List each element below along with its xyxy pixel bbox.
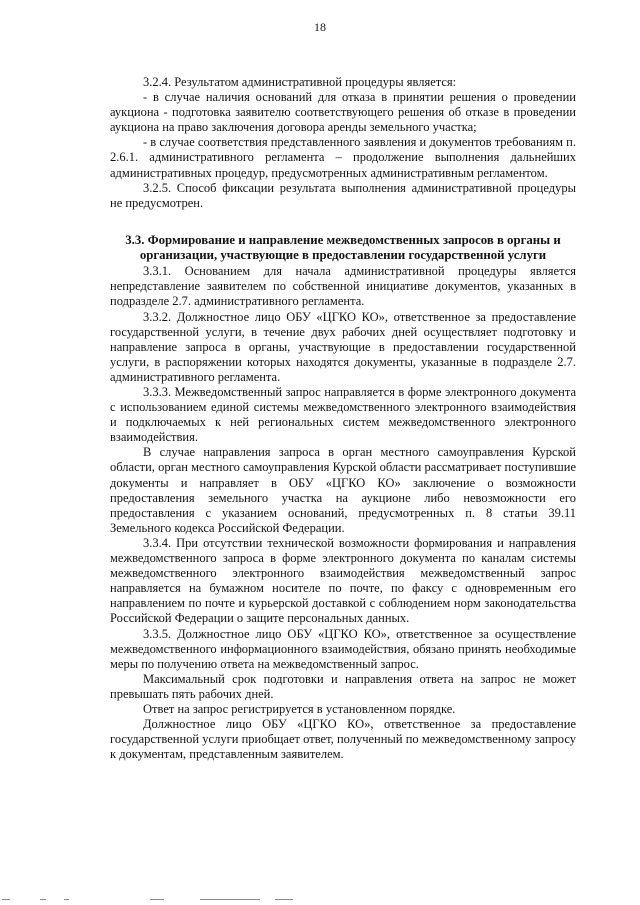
scan-artifact-mark [200, 899, 260, 900]
paragraph-3-3-1: 3.3.1. Основанием для начала административной процедуры является непредставление заявителем по собственной инициативе документов, указанных в подразделе 2.7. административного регламента. [110, 264, 576, 309]
section-heading-3-3: 3.3. Формирование и направление межведомственных запросов в органы и организации, участвующие в предоставлении государственной услуги [125, 232, 561, 263]
paragraph-3-3-5: 3.3.5. Должностное лицо ОБУ «ЦГКО КО», ответственное за осуществление межведомственного информационного взаимодействия, обязано принять необходимые меры по получению ответа на межведомственный запрос. [110, 626, 576, 671]
paragraph-3-2-4: 3.2.4. Результатом административной процедуры является: [143, 75, 457, 89]
paragraph-3-3-4: 3.3.4. При отсутствии технической возможности формирования и направления межведомственного запроса в форме электронного документа по каналам системы межведомственного электронного взаимодействия межведомственный запрос направляется на бумажном носителе по почте, по факсу с одновременным его направлением по почте и курьерской доставкой с соблюдением норм законодательства Российской Федерации о защите персональных данных. [110, 535, 576, 626]
paragraph-max-response-time: Максимальный срок подготовки и направления ответа на запрос не может превышать пять рабочих дней. [110, 671, 576, 701]
paragraph-3-2-5: 3.2.5. Способ фиксации результата выполнения административной процедуры не предусмотрен. [110, 180, 576, 210]
scan-artifacts [0, 893, 640, 905]
scan-artifact-mark [2, 899, 10, 900]
page-body [110, 75, 576, 762]
paragraph-3-3-2: 3.3.2. Должностное лицо ОБУ «ЦГКО КО», ответственное за предоставление государственной услуги, в течение двух рабочих дней осуществляет подготовку и направление запроса в органы, участвующие в предоставлении государственной услуги, в распоряжении которых находятся документы, указанные в подразделе 2.7. административного регламента. [110, 309, 576, 384]
paragraph-compliance-case: - в случае соответствия представленного заявления и документов требованиям п. 2.6.1. административного регламента – продолжение выполнения дальнейших административных процедур, предусмотренных административным регламентом. [110, 135, 576, 180]
paragraph-local-government-request: В случае направления запроса в орган местного самоуправления Курской области, орган местного самоуправления Курской области рассматривает поступившие документы и направляет в ОБУ «ЦГКО КО» заключение о возможности предоставления земельного участка на аукционе либо невозможности его предоставления с указанием оснований, предусмотренных п. 8 статьи 39.11 Земельного кодекса Российской Федерации. [110, 445, 576, 535]
paragraph-3-3-3: 3.3.3. Межведомственный запрос направляется в форме электронного документа с использованием единой системы межведомственного электронного взаимодействия и подключаемых к ней региональных систем межведомственного электронного взаимодействия. [110, 385, 576, 445]
paragraph-response-registration: Ответ на запрос регистрируется в установленном порядке. [143, 701, 456, 716]
paragraph-refusal-case: - в случае наличия оснований для отказа в принятии решения о проведении аукциона - подготовка заявителю соответствующего решения об отказе в проведении аукциона на право заключения договора аренды земельного участка; [110, 90, 576, 135]
paragraph-response-attachment: Должностное лицо ОБУ «ЦГКО КО», ответственное за предоставление государственной услуги приобщает ответ, полученный по межведомственному запросу к документам, представленным заявителем. [110, 717, 576, 762]
scan-artifact-mark [150, 899, 164, 900]
scan-artifact-mark [40, 899, 46, 900]
scan-artifact-mark [64, 899, 69, 900]
page-number: 18 [314, 20, 326, 34]
scan-artifact-mark [275, 899, 293, 900]
